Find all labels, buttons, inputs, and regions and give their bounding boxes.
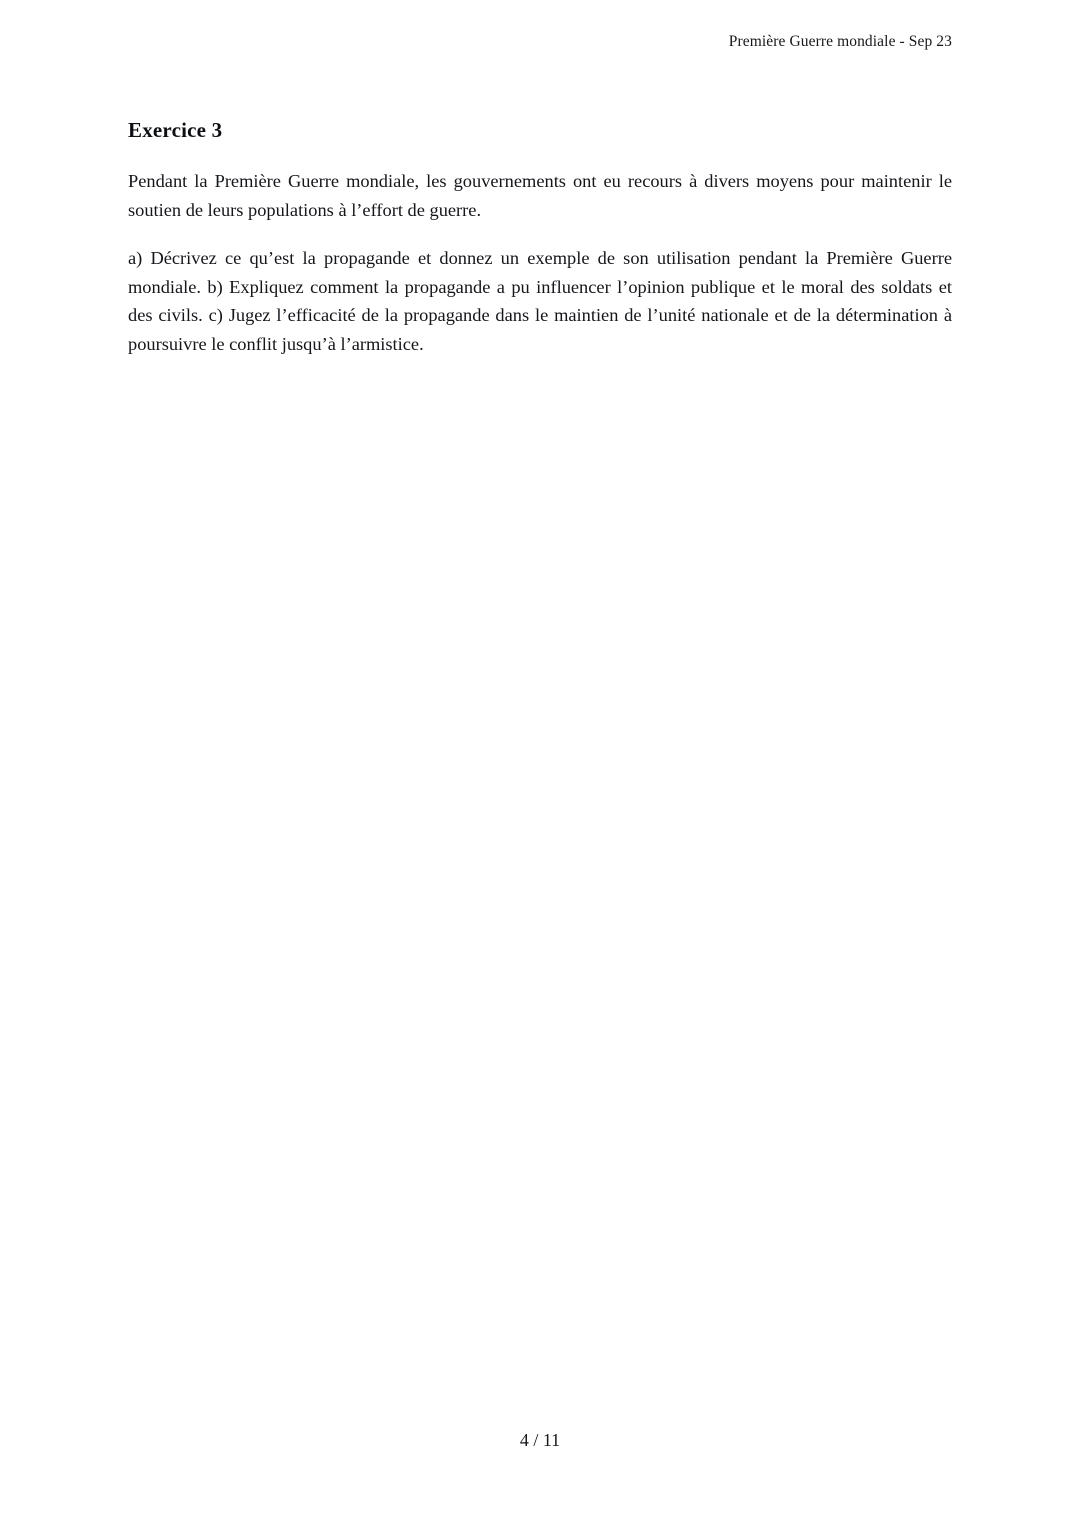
page-number: 4 / 11 bbox=[519, 1430, 561, 1450]
questions-paragraph: a) Décrivez ce qu’est la propagande et donnez un exemple de son utilisation pendant la Première Guerre mondiale. b) Expliquez comment la propagande a pu influencer l’opinion publique et le moral des soldats et des civils. c) Jugez l’efficacité de la propagande dans le maintien de l’unité nationale et de la détermination à poursuivre le conflit jusqu’à l’armistice. bbox=[128, 248, 952, 354]
page-content bbox=[128, 118, 952, 358]
intro-paragraph: Pendant la Première Guerre mondiale, les gouvernements ont eu recours à divers moyens pour maintenir le soutien de leurs populations à l’effort de guerre. bbox=[128, 171, 952, 220]
running-head: Première Guerre mondiale - Sep 23 bbox=[728, 33, 952, 50]
page-title: Exercice 3 bbox=[128, 118, 223, 142]
